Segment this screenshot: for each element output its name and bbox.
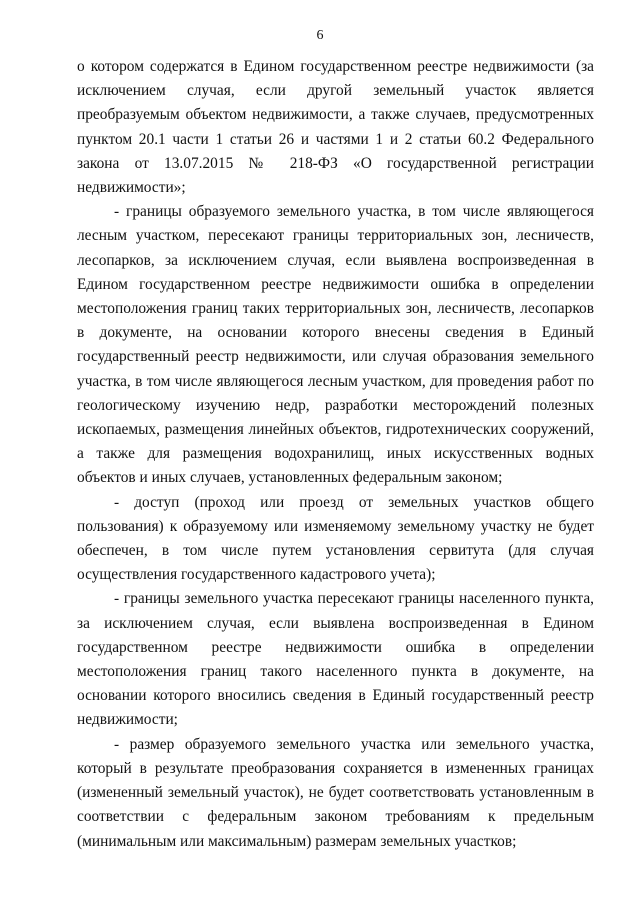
- paragraph-access: - доступ (проход или проезд от земельных участков общего пользования) к образуемому или изменяемому земельному участку не будет обеспечен, в том числе путем установления сервитута (для случая осуществления государственного кадастрового учета);: [77, 493, 594, 584]
- page-number: 6: [316, 28, 324, 43]
- paragraph-settlement-borders: - границы земельного участка пересекают границы населенного пункта, за исключением случая, если выявлена воспроизведенная в Едином государственном реестре недвижимости ошибка в определении местоположения границ такого населенного пункта в документе, на основании которого вносились сведения в Единый государственный реестр недвижимости;: [77, 590, 594, 729]
- paragraph-continuation: о котором содержатся в Едином государственном реестре недвижимости (за исключением случая, если другой земельный участок является преобразуемым объектом недвижимости, а также случаев, предусмотренных пунктом 20.1 части 1 статьи 26 и частями 1 и 2 статьи 60.2 Федерального закона от 13.07.2015 № 218-ФЗ «О государственной регистрации недвижимости»;: [77, 58, 594, 197]
- document-body: [77, 55, 594, 854]
- paragraph-territorial-zones: - границы образуемого земельного участка, в том числе являющегося лесным участком, пересекают границы территориальных зон, лесничеств, лесопарков, за исключением случая, если выявлена воспроизведенная в Едином государственном реестре недвижимости ошибка в определении местоположения границ таких территориальных зон, лесничеств, лесопарков в документе, на основании которого внесены сведения в Единый государственный реестр недвижимости, или случая образования земельного участка, в том числе являющегося лесным участком, для проведения работ по геологическому изучению недр, разработки месторождений полезных ископаемых, размещения линейных объектов, гидротехнических сооружений, а также для размещения водохранилищ, иных искусственных водных объектов и иных случаев, установленных федеральным законом;: [77, 203, 594, 487]
- paragraph-land-size: - размер образуемого земельного участка или земельного участка, который в результате преобразования сохраняется в измененных границах (измененный земельный участок), не будет соответствовать установленным в соответствии с федеральным законом требованиям к предельным (минимальным или максимальным) размерам земельных участков;: [77, 735, 594, 850]
